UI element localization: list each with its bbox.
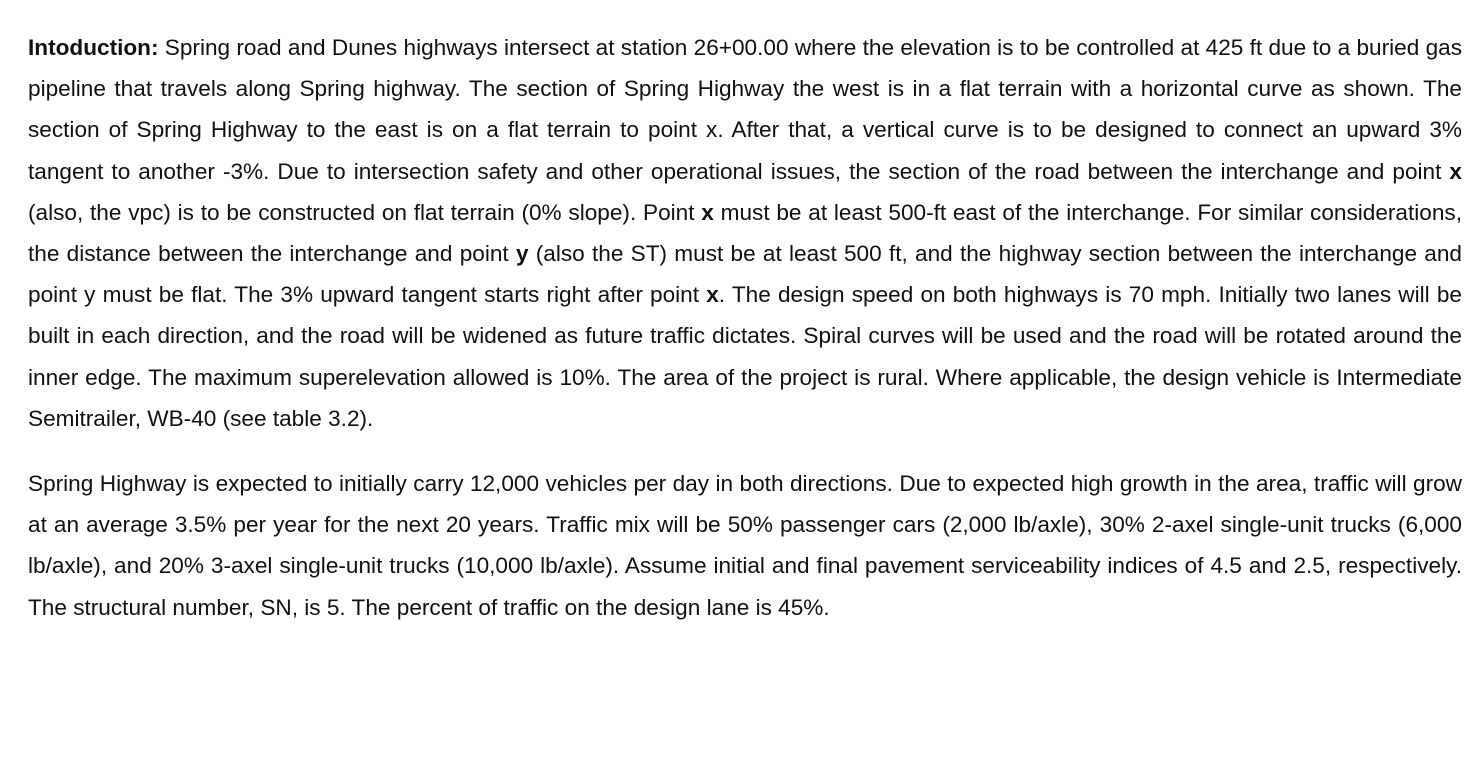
intro-text-5: . The design speed on both highways is 70 mph. Initially two lanes will be built in each direction, and the road will be widened as future traffic dictates. Spiral curves will be used and the road will be rotated around the inner edge. The maximum superelevation allowed is 10%. The area of the project is rural. Where applicable, the design vehicle is Intermediate Semitrailer, WB-40 (see table 3.2).: [28, 282, 1462, 431]
intro-text-1: Spring road and Dunes highways intersect at station 26+00.00 where the elevation is to be controlled at 425 ft due to a buried gas pipeline that travels along Spring highway. The section of Spring Highway the west is in a flat terrain with a horizontal curve as shown. The section of Spring Highway to the east is on a flat terrain to point x. After that, a vertical curve is to be designed to connect an upward 3% tangent to another -3%. Due to intersection safety and other operational issues, the section of the road between the interchange and point: [28, 35, 1462, 184]
point-x-label: x: [1449, 158, 1462, 184]
intro-text-2: (also, the vpc) is to be constructed on flat terrain (0% slope). Point: [28, 199, 702, 225]
point-x-label: x: [706, 282, 719, 308]
traffic-paragraph: Spring Highway is expected to initially carry 12,000 vehicles per day in both directions. Due to expected high growth in the area, traffic will grow at an average 3.5% per year for the next 20 years. Traffic mix will be 50% passenger cars (2,000 lb/axle), 30% 2-axel single-unit trucks (6,000 lb/axle), and 20% 3-axel single-unit trucks (10,000 lb/axle). Assume initial and final pavement serviceability indices of 4.5 and 2.5, respectively. The structural number, SN, is 5. The percent of traffic on the design lane is 45%.: [28, 471, 1462, 620]
point-y-label: y: [515, 241, 529, 267]
intro-text-4: (also the ST) must be at least 500 ft, and the highway section between the interchange and point y must be flat. The 3% upward tangent starts right after point: [28, 241, 1462, 308]
point-x-label: x: [701, 199, 714, 225]
introduction-paragraph: [28, 27, 1462, 439]
introduction-heading: Intoduction:: [28, 35, 159, 60]
intro-text-3: must be at least 500-ft east of the interchange. For similar considerations, the distance between the interchange and point: [28, 199, 1462, 267]
document-body: [28, 27, 1462, 628]
